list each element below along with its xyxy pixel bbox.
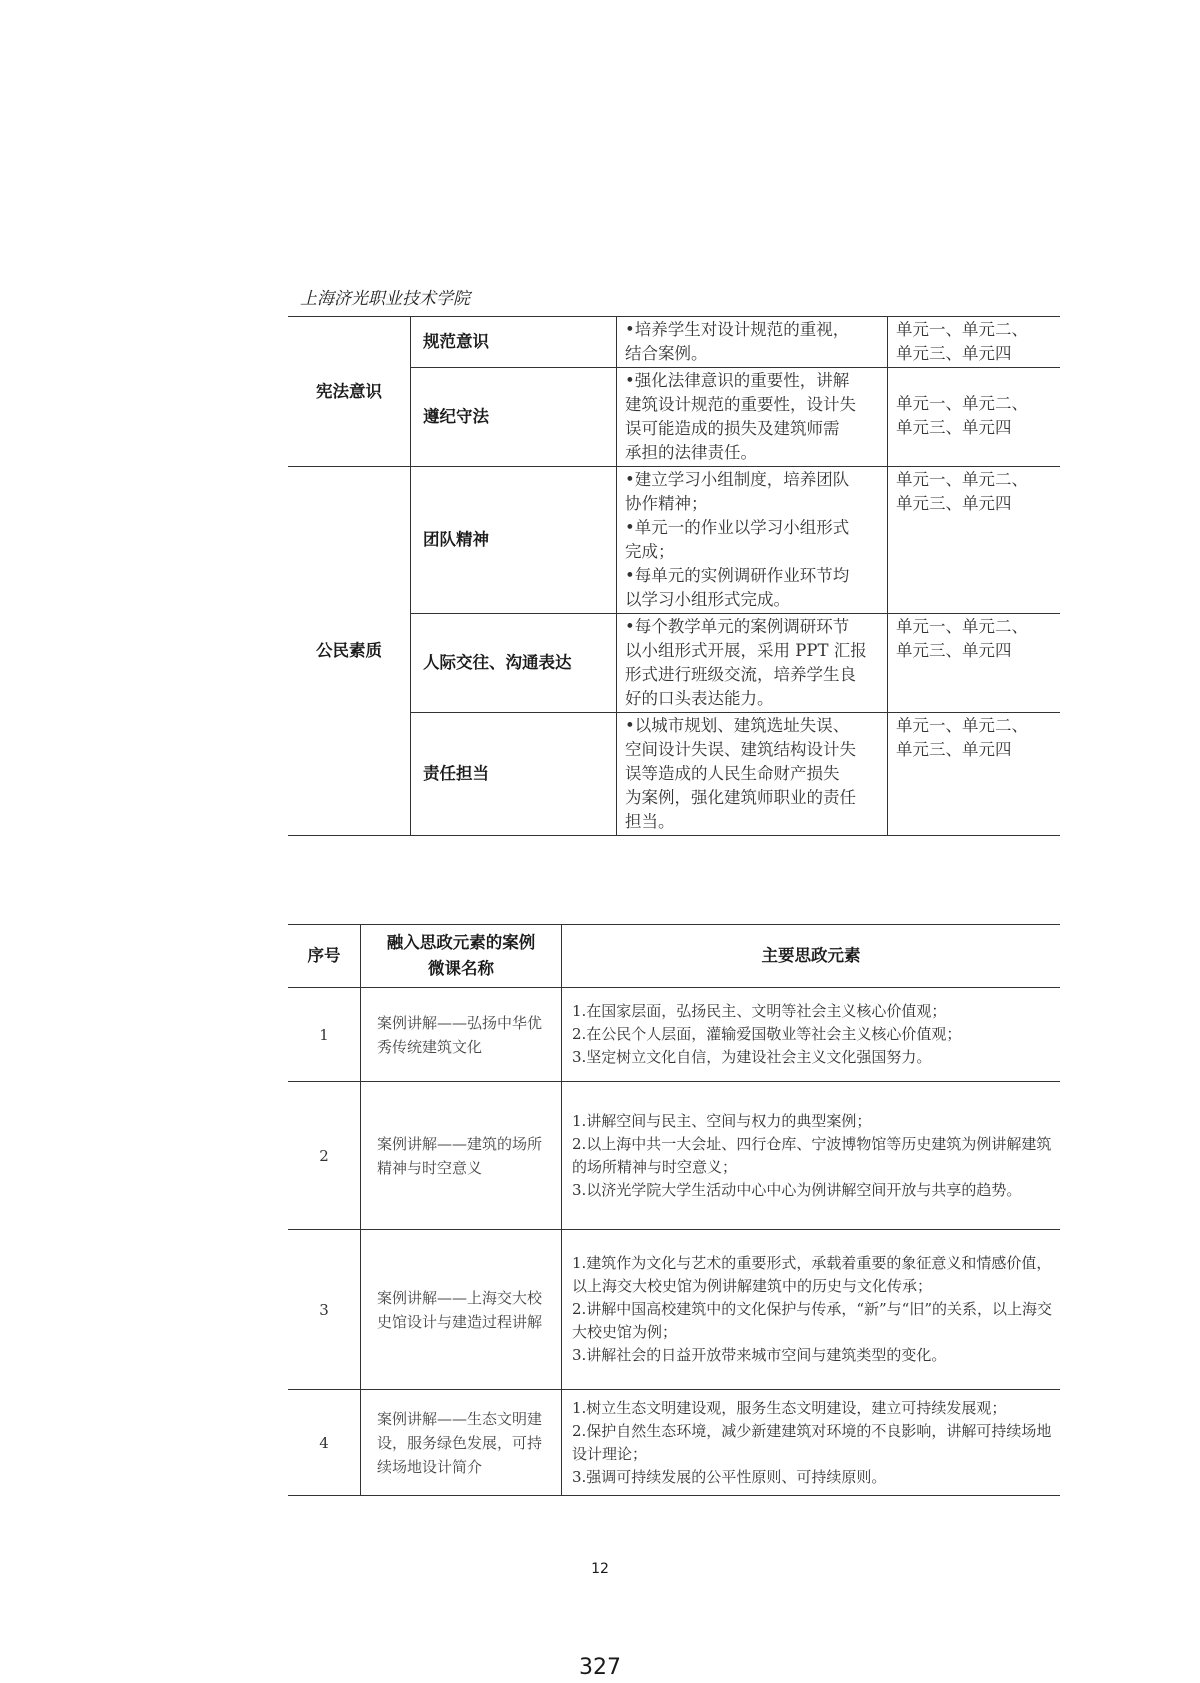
table-header-row [288, 925, 1060, 988]
element-point: 2.以上海中共一大会址、四行仓库、宁波博物馆等历史建筑为例讲解建筑的场所精神与时空意义； [572, 1134, 1052, 1176]
units-cell [888, 467, 1061, 614]
description-line: •强化法律意识的重要性，讲解 [625, 371, 850, 390]
elements-cell [562, 988, 1061, 1082]
column-header-no: 序号 [288, 925, 361, 988]
description-cell [617, 317, 888, 368]
element-point: 2.讲解中国高校建筑中的文化保护与传承，“新”与“旧”的关系，以上海交大校史馆为例； [572, 1300, 1052, 1341]
description-line: 为案例，强化建筑师职业的责任 [625, 788, 856, 807]
header-line: 微课名称 [428, 959, 494, 978]
units-line: 单元三、单元四 [896, 418, 1012, 437]
table-row [288, 1082, 1060, 1230]
units-cell [888, 368, 1061, 467]
description-line: •以城市规划、建筑选址失误、 [625, 716, 850, 735]
elements-cell [562, 1390, 1061, 1496]
row-number: 2 [288, 1082, 361, 1230]
values-table [288, 316, 1060, 836]
units-line: 单元一、单元二、 [896, 617, 1028, 636]
element-point: 1.建筑作为文化与艺术的重要形式，承载着重要的象征意义和情感价值，以上海交大校史馆为例讲解建筑中的历史与文化传承； [572, 1254, 1052, 1295]
elements-cell [562, 1082, 1061, 1230]
page-number: 12 [591, 1561, 609, 1577]
description-line: 好的口头表达能力。 [625, 689, 774, 708]
description-cell [617, 368, 888, 467]
description-line: •培养学生对设计规范的重视， [625, 320, 850, 339]
lesson-name: 案例讲解——生态文明建设，服务绿色发展，可持续场地设计简介 [361, 1390, 562, 1496]
description-line: 误可能造成的损失及建筑师需 [625, 419, 840, 438]
row-number: 1 [288, 988, 361, 1082]
units-line: 单元三、单元四 [896, 344, 1012, 363]
element-point: 1.树立生态文明建设观，服务生态文明建设，建立可持续发展观； [572, 1398, 1007, 1417]
units-line: 单元一、单元二、 [896, 320, 1028, 339]
units-cell [888, 317, 1061, 368]
description-line: 完成； [625, 542, 675, 561]
header-line: 融入思政元素的案例 [386, 933, 536, 952]
description-line: 建筑设计规范的重要性，设计失 [625, 395, 856, 414]
description-line: 形式进行班级交流，培养学生良 [625, 665, 856, 684]
case-lessons-table [288, 924, 1060, 1496]
element-point: 2.保护自然生态环境，减少新建建筑对环境的不良影响，讲解可持续场地设计理论； [572, 1421, 1052, 1463]
description-line: •每单元的实例调研作业环节均 [625, 566, 850, 585]
description-line: 结合案例。 [625, 344, 708, 363]
element-point: 3.坚定树立文化自信，为建设社会主义文化强国努力。 [572, 1048, 932, 1066]
element-point: 3.以济光学院大学生活动中心中心为例讲解空间开放与共享的趋势。 [572, 1180, 1022, 1199]
item-cell: 责任担当 [411, 713, 617, 836]
element-point: 3.讲解社会的日益开放带来城市空间与建筑类型的变化。 [572, 1346, 947, 1364]
element-point: 1.讲解空间与民主、空间与权力的典型案例； [572, 1111, 872, 1130]
element-point: 3.强调可持续发展的公平性原则、可持续原则。 [572, 1467, 887, 1486]
item-cell: 规范意识 [411, 317, 617, 368]
elements-cell [562, 1230, 1061, 1390]
folio-number: 327 [579, 1655, 621, 1680]
category-cell: 公民素质 [288, 467, 411, 836]
description-cell [617, 614, 888, 713]
description-line: 以小组形式开展，采用 PPT 汇报 [625, 641, 867, 660]
column-header-name [361, 925, 562, 988]
units-line: 单元三、单元四 [896, 494, 1012, 513]
table-row [288, 1230, 1060, 1390]
units-cell [888, 614, 1061, 713]
element-point: 2.在公民个人层面，灌输爱国敬业等社会主义核心价值观； [572, 1025, 962, 1043]
category-cell: 宪法意识 [288, 317, 411, 467]
table-row [288, 1390, 1060, 1496]
table-row [288, 988, 1060, 1082]
units-line: 单元三、单元四 [896, 641, 1012, 660]
table-row [288, 317, 1060, 368]
lesson-name: 案例讲解——上海交大校史馆设计与建造过程讲解 [361, 1230, 562, 1390]
description-line: 承担的法律责任。 [625, 443, 757, 462]
lesson-name: 案例讲解——弘扬中华优秀传统建筑文化 [361, 988, 562, 1082]
description-cell [617, 467, 888, 614]
lesson-name: 案例讲解——建筑的场所精神与时空意义 [361, 1082, 562, 1230]
document-header-title: 上海济光职业技术学院 [300, 289, 470, 309]
description-line: 担当。 [625, 812, 675, 831]
units-cell [888, 713, 1061, 836]
description-line: 误等造成的人民生命财产损失 [625, 764, 840, 783]
description-line: 空间设计失误、建筑结构设计失 [625, 740, 856, 759]
description-cell [617, 713, 888, 836]
row-number: 3 [288, 1230, 361, 1390]
item-cell: 团队精神 [411, 467, 617, 614]
description-line: •单元一的作业以学习小组形式 [625, 518, 850, 537]
description-line: 以学习小组形式完成。 [625, 590, 790, 609]
units-line: 单元三、单元四 [896, 740, 1012, 759]
description-line: •每个教学单元的案例调研环节 [625, 617, 850, 636]
units-line: 单元一、单元二、 [896, 716, 1028, 735]
row-number: 4 [288, 1390, 361, 1496]
description-line: 协作精神； [625, 494, 708, 513]
column-header-elements: 主要思政元素 [562, 925, 1061, 988]
item-cell: 遵纪守法 [411, 368, 617, 467]
units-line: 单元一、单元二、 [896, 394, 1028, 413]
units-line: 单元一、单元二、 [896, 470, 1028, 489]
table-row [288, 467, 1060, 614]
description-line: •建立学习小组制度，培养团队 [625, 470, 850, 489]
element-point: 1.在国家层面，弘扬民主、文明等社会主义核心价值观； [572, 1002, 947, 1020]
item-cell: 人际交往、沟通表达 [411, 614, 617, 713]
